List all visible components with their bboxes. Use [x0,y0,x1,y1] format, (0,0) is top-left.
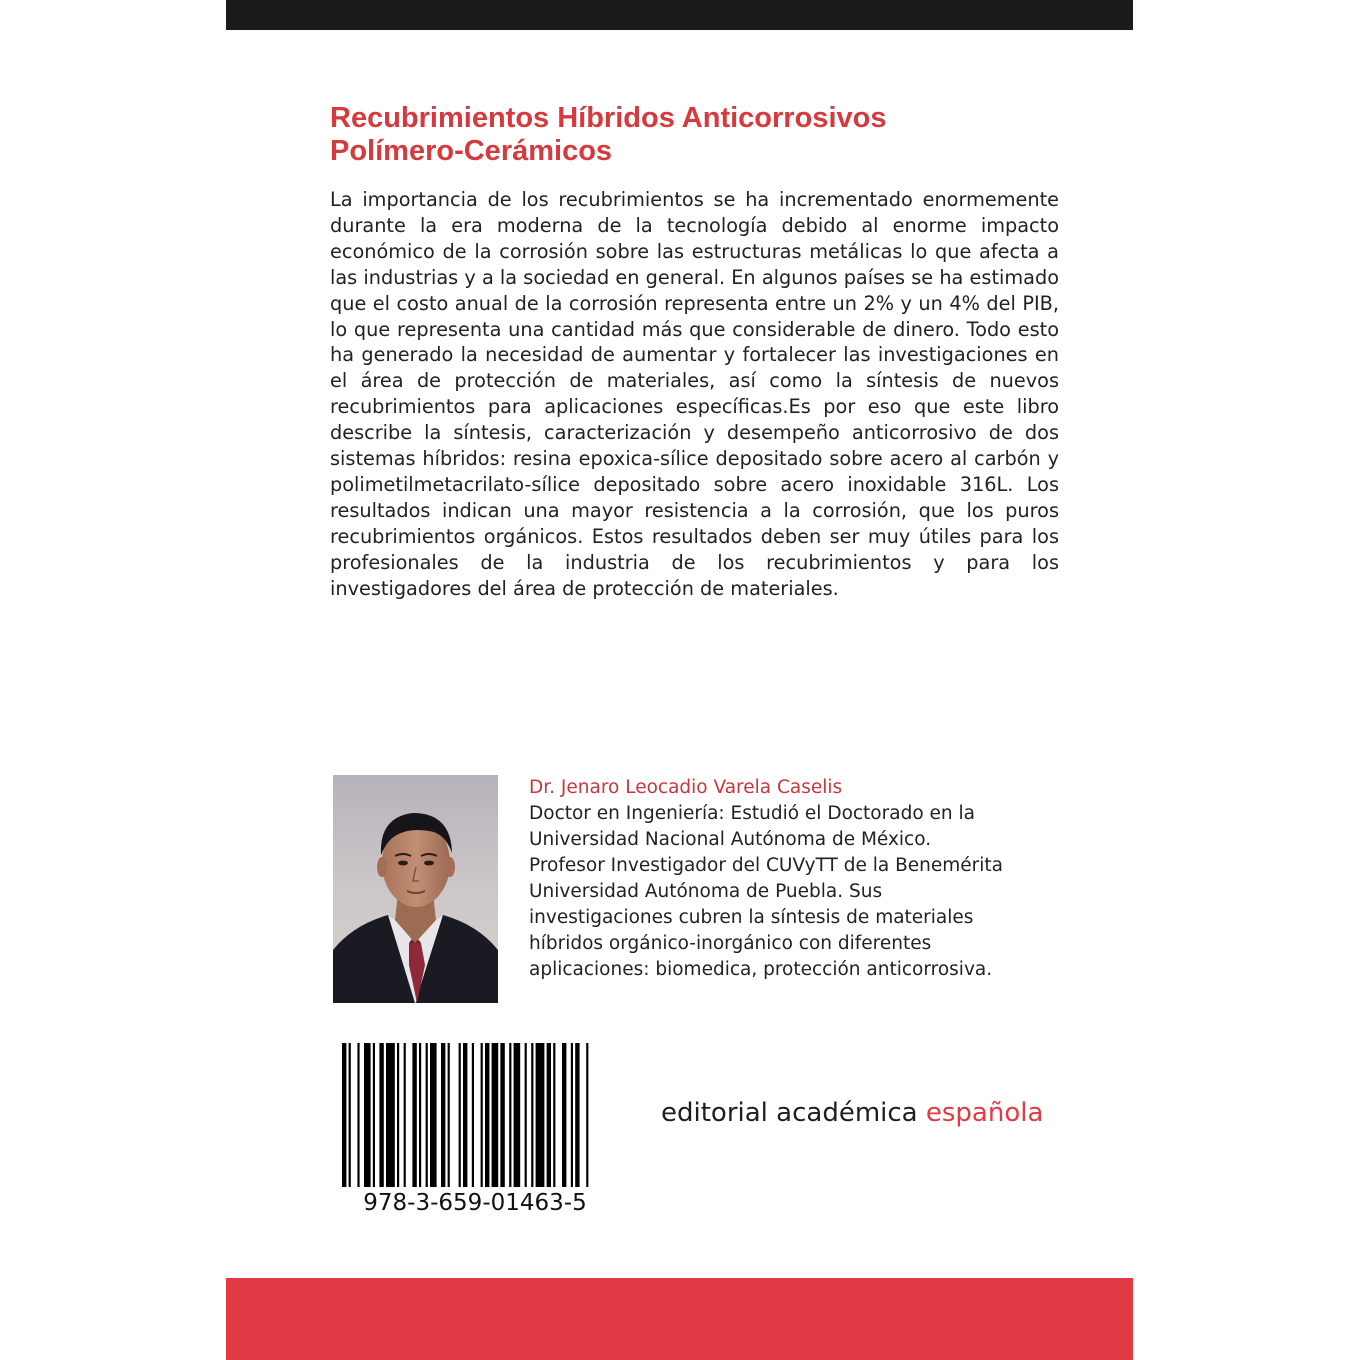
isbn-number: 978-3-659-01463-5 [363,1190,587,1216]
author-name: Dr. Jenaro Leocadio Varela Caselis [529,777,843,798]
barcode-bars [336,1040,614,1190]
barcode-bar [364,1043,371,1187]
barcode-bar [514,1043,521,1187]
barcode-bar [553,1043,555,1187]
barcode-bar [547,1043,551,1187]
barcode-bar [441,1043,445,1187]
barcode-bar [373,1043,375,1187]
barcode-bar [536,1043,545,1187]
barcode-bar [492,1043,499,1187]
top-color-band [226,0,1133,30]
author-bio-line: aplicaciones: biomedica, protección anticorrosiva. [529,959,993,980]
barcode-bar [379,1043,383,1187]
barcode-bar [404,1043,406,1187]
barcode-bar [562,1043,566,1187]
barcode-bar [485,1043,489,1187]
barcode-bar [575,1043,579,1187]
barcode-bar [430,1043,437,1187]
barcode-bar [472,1043,474,1187]
author-bio-line: Universidad Nacional Autónoma de México. [529,829,932,850]
barcode-bar [500,1043,504,1187]
barcode-bar [463,1043,467,1187]
publisher-name: editorial académica [661,1098,926,1128]
author-bio-line: Doctor en Ingeniería: Estudió el Doctorado en la [529,803,975,824]
barcode-bar [481,1043,483,1187]
book-title [330,102,1060,168]
barcode-bar [571,1043,573,1187]
author-bio-line: Profesor Investigador del CUVyTT de la Benemérita [529,855,1004,876]
author-photo [333,775,498,1003]
author-bio-line: investigaciones cubren la síntesis de materiales [529,907,974,928]
barcode-bar [357,1043,359,1187]
barcode-bar [426,1043,428,1187]
author-section [529,775,1069,983]
author-bio-line: híbridos orgánico-inorgánico con diferentes [529,933,932,954]
barcode-bar [448,1043,450,1187]
author-portrait-illustration [333,775,498,1003]
publisher-name-accent: española [925,1098,1044,1128]
barcode-bar [397,1043,399,1187]
barcode-bar [586,1043,588,1187]
barcode-bar [342,1043,346,1187]
book-title-line-2: Polímero-Cerámicos [330,135,613,167]
barcode-bar [531,1043,533,1187]
book-blurb: La importancia de los recubrimientos se ha incrementado enormemente durante la era moderna de la tecnología debido al enorme impacto económico de la corrosión sobre las estructuras metálicas lo que afecta a las industrias y a la sociedad en general. En algunos países se ha estimado que el costo anual de la corrosión representa entre un 2% y un 4% del PIB, lo que representa una cantidad más que considerable de dinero. Todo esto ha generado la necesidad de aumentar y fortalecer las investigaciones en el área de protección de materiales, así como la síntesis de nuevos recubrimientos para aplicaciones específicas.Es por eso que este libro describe la síntesis, caracterización y desempeño anticorrosivo de dos sistemas híbridos: resina epoxica-sílice depositado sobre acero al carbón y polimetilmetacrilato-sílice depositado sobre acero inoxidable 316L. Los resultados indican una mayor resistencia a la corrosión, que los puros recubrimientos orgánicos. Estos resultados deben ser muy útiles para los profesionales de la industria de los recubrimientos y para los investigadores del área de protección de materiales. [330,188,1059,600]
book-title-line-1: Recubrimientos Híbridos Anticorrosivos [330,102,887,134]
barcode-bar [386,1043,395,1187]
barcode-bar [349,1043,351,1187]
barcode-bar [459,1043,461,1187]
barcode-bar [509,1043,511,1187]
author-bio-line: Universidad Autónoma de Puebla. Sus [529,881,883,902]
barcode-bar [525,1043,527,1187]
barcode-bar [412,1043,416,1187]
bottom-color-band [226,1278,1133,1360]
publisher-logo [661,1093,1061,1133]
author-bio [529,801,1069,983]
barcode-bar [419,1043,421,1187]
